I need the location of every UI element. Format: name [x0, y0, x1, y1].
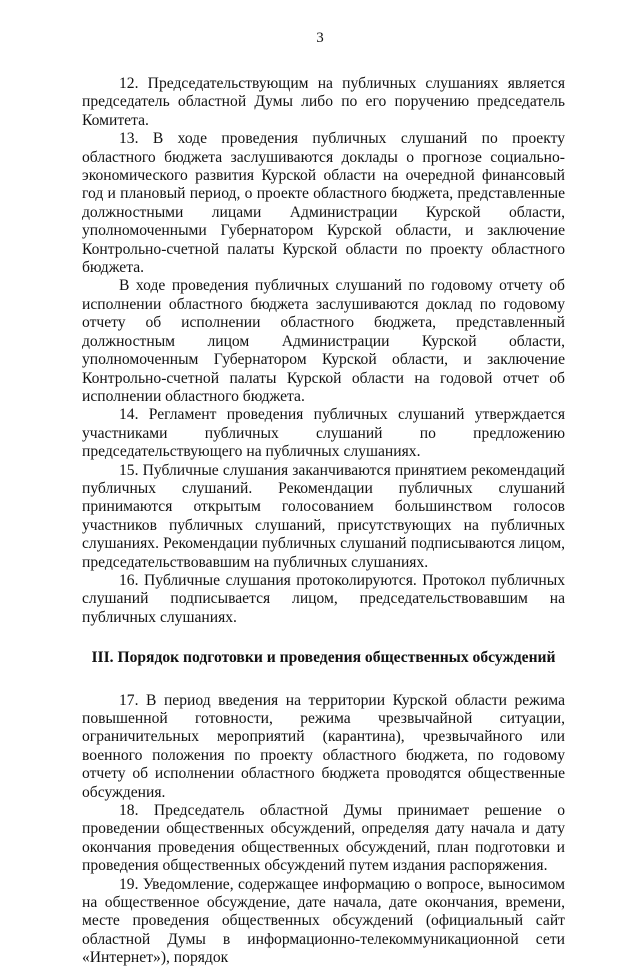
paragraph-12: 12. Председательствующим на публичных слушаниях является председатель областной Думы либо по его поручению председатель Комитета.: [82, 75, 565, 129]
paragraph-13-continued: В ходе проведения публичных слушаний по годовому отчету об исполнении областного бюджета заслушиваются доклад по годовому отчету об исполнении областного бюджета, представленный должностным лицом Администрации Курской области, уполномоченным Губернатором Курской области, и заключение Контрольно-счетной палаты Курской области на годовой отчет об исполнении областного бюджета.: [82, 277, 565, 405]
paragraph-15: 15. Публичные слушания заканчиваются принятием рекомендаций публичных слушаний. Рекомендации публичных слушаний принимаются открытым голосованием большинством голосов участников публичных слушаний, присутствующих на публичных слушаниях. Рекомендации публичных слушаний подписываются лицом, председательствовавшим на публичных слушаниях.: [82, 461, 565, 571]
paragraph-19: 19. Уведомление, содержащее информацию о вопросе, выносимом на общественное обсуждение, дате начала, дате окончания, времени, месте проведения общественных обсуждений (официальный сайт областной Думы в информационно-телекоммуникационной сети «Интернет»), порядок: [82, 875, 565, 967]
page-number: 3: [316, 30, 324, 46]
document-body: [82, 75, 565, 968]
section-heading: III. Порядок подготовки и проведения общественных обсуждений: [91, 649, 556, 667]
paragraph-13: 13. В ходе проведения публичных слушаний по проекту областного бюджета заслушиваются доклады о прогнозе социально-экономического развития Курской области на очередной финансовый год и плановый период, о проекте областного бюджета, представленные должностными лицами Администрации Курской области, уполномоченными Губернатором Курской области, и заключение Контрольно-счетной палаты Курской области по проекту областного бюджета.: [82, 130, 565, 277]
paragraph-14: 14. Регламент проведения публичных слушаний утверждается участниками публичных слушаний по предложению председательствующего на публичных слушаниях.: [82, 406, 565, 461]
paragraph-18: 18. Председатель областной Думы принимает решение о проведении общественных обсуждений, определяя дату начала и дату окончания проведения общественных обсуждений, план подготовки и проведения общественных обсуждений путем издания распоряжения.: [82, 802, 565, 875]
paragraph-17: 17. В период введения на территории Курской области режима повышенной готовности, режима чрезвычайной ситуации, ограничительных мероприятий (карантина), чрезвычайного или военного положения по проекту областного бюджета, по годовому отчету об исполнении областного бюджета проводятся общественные обсуждения.: [82, 691, 565, 801]
paragraph-16: 16. Публичные слушания протоколируются. Протокол публичных слушаний подписывается лицом, председательствовавшим на публичных слушаниях.: [82, 571, 565, 626]
